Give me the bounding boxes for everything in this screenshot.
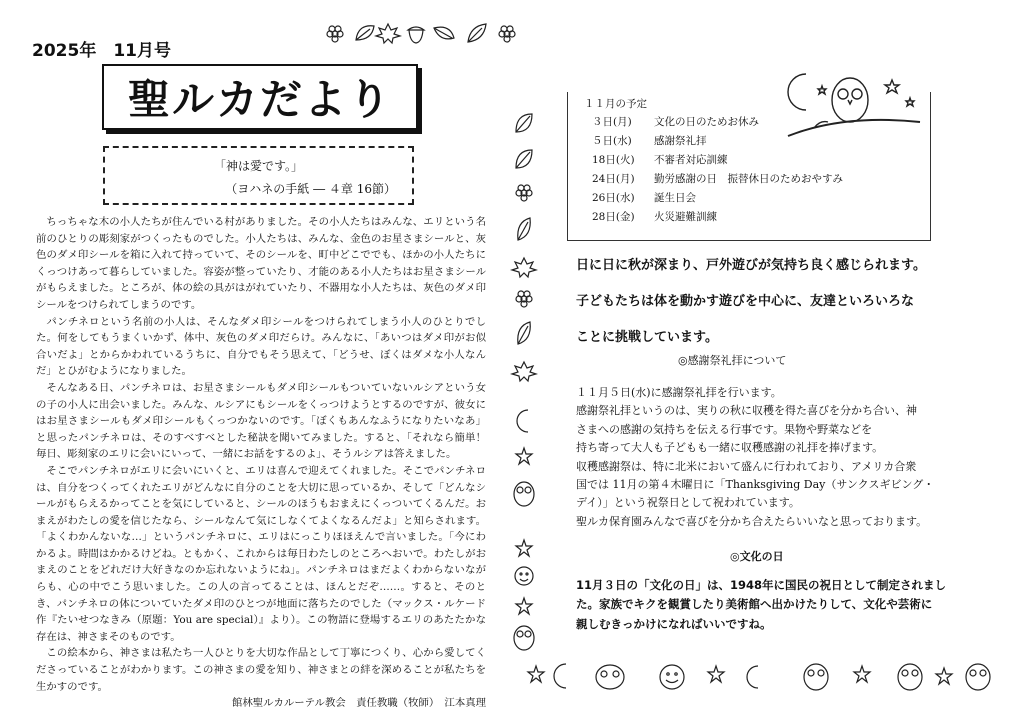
thanksgiving-line: 国では 11月の第４木曜日に「Thanksgiving Day（サンクスギビング・ (576, 478, 935, 492)
leaf-icon (516, 114, 532, 132)
schedule-date: ３日(月) (592, 116, 632, 128)
star-icon (528, 666, 544, 682)
bottom-decoration-row (526, 660, 996, 694)
season-message-line: 日に日に秋が深まり、戸外遊びが気持ち良く感じられます。 (576, 258, 926, 273)
thanksgiving-line: 収穫感謝祭は、特に北米において盛んに行われており、アメリカ合衆 (576, 459, 917, 473)
culture-day-heading: ◎文化の日 (730, 550, 784, 563)
acorn-icon (408, 27, 424, 43)
thanksgiving-body (576, 384, 972, 531)
story-paragraph: パンチネロという名前の小人は、そんなダメ印シールをつけられてしまう小人のひとりでした。何をしてもうまくいかず、体中、灰色のダメ印だらけ。みんなに、「あいつはダメ印がお似合いだよ」とからかわれているうちに、自分でもそう思えて、「どうせ、ぼくはダメな小人なんだ」とひがむようになりました。 (36, 315, 486, 378)
leaf-icon (356, 26, 374, 40)
culture-day-line: 親しむきっかけになればいいですね。 (576, 616, 772, 631)
owl-icon (804, 664, 828, 690)
star-icon (708, 666, 724, 682)
schedule-event: 文化の日のためお休み (654, 116, 759, 128)
schedule-date: 26日(水) (592, 192, 635, 204)
schedule-event: 勤労感謝の日 振替休日のためおやすみ (654, 173, 843, 185)
leaf-icon (468, 24, 486, 42)
schedule-row (592, 114, 759, 132)
schedule-row (592, 133, 707, 151)
leaf-icon (516, 150, 532, 168)
owl-icon (966, 664, 990, 690)
schedule-event: 不審者対応訓練 (654, 154, 728, 166)
story-column (36, 214, 486, 712)
moon-icon (554, 664, 566, 688)
thanksgiving-line: 感謝祭礼拝というのは、実りの秋に収穫を得た喜びを分かち合い、神 (576, 404, 917, 418)
owl-icon (898, 664, 922, 690)
grapes-icon (516, 185, 532, 201)
leaf-icon (518, 218, 531, 240)
moon-icon (517, 410, 528, 432)
schedule-row (592, 171, 843, 189)
star-icon (936, 668, 952, 684)
season-message-line: ことに挑戦しています。 (576, 330, 718, 345)
thanksgiving-line: デイ）」という祝祭日として祝われています。 (576, 496, 800, 510)
thanksgiving-line: さまへの感謝の気持ちを伝える行事です。果物や野菜などを (576, 422, 873, 436)
schedule-date: 18日(火) (592, 154, 635, 166)
grapes-icon (516, 291, 532, 307)
star-icon (516, 448, 532, 464)
story-paragraph: そんなある日、パンチネロは、お星さまシールもダメ印シールもついていないルシアという女の子の小人に出会いました。みんな、ルシアにもシールをくっつけようとするのですが、彼女にはお星さまシールもダメ印シールもくっつかないのです。「ぼくもあんなふうになりたいなあ」と思ったパンチネロは、そのすべすべとした秘訣を聞いてみました。すると、「それなら簡単！毎日、彫刻家のエリに会いにいって、一緒にお話をするのよ」、そうルシアは答えました。 (36, 381, 486, 461)
schedule-row (592, 190, 696, 208)
bible-verse-box (103, 146, 414, 205)
owl-icon (514, 626, 534, 650)
star-icon (516, 598, 532, 614)
star-icon (516, 540, 532, 556)
grapes-icon (499, 26, 515, 42)
grapes-icon (327, 26, 343, 42)
thanksgiving-heading: ◎感謝祭礼拝について (678, 354, 787, 367)
verse-reference: （ヨハネの手紙 ― ４章 16節） (225, 182, 396, 196)
thanksgiving-line: １１月５日(水)に感謝祭礼拝を行います。 (576, 386, 782, 399)
owl-icon (514, 482, 534, 506)
schedule-date: 28日(金) (592, 211, 635, 223)
schedule-header: １１月の予定 (584, 98, 647, 110)
maple-leaf-icon (376, 24, 400, 43)
verse-text: 「神は愛です。」 (213, 159, 304, 173)
story-paragraph: ちっちゃな木の小人たちが住んでいる村がありました。その小人たちはみんな、エリという名前のひとりの彫刻家がつくったものでした。小人たちは、みんな、金色のお星さまシールと、灰色のダメ印シールを箱に入れて持っていて、そのシールを、町中どこででも、ほかの小人たちにくっつけあって暮らしていました。容姿が整っていたり、才能のある小人たちはお星さまシールがもらえました。ところが、体の絵の具がはがれていたり、不器用な小人たちは、灰色のダメ印シールをつけられてしまうのです。 (36, 216, 486, 311)
schedule-row (592, 209, 717, 227)
season-message-line: 子どもたちは体を動かす遊びを中心に、友達といろいろな (576, 294, 915, 309)
schedule-box (567, 92, 931, 241)
story-paragraph: この絵本から、神さまは私たち一人ひとりを大切な作品として丁寧につくり、心から愛してくださっていることがわかります。この神さまの愛を知り、神さまとの絆を深めることが私たちを生かすのです。 (36, 647, 486, 693)
schedule-event: 誕生日会 (654, 192, 696, 204)
story-signature: 館林聖ルカルーテル教会 責任教職（牧師） 江本真理 (231, 697, 486, 710)
issue-date: 2025年 11月号 (32, 41, 171, 61)
smiley-icon (515, 567, 533, 585)
leaf-icon (434, 27, 454, 39)
moon-icon (747, 666, 758, 688)
schedule-event: 感謝祭礼拝 (654, 135, 707, 147)
newsletter-title-box (102, 64, 418, 130)
maple-leaf-icon (512, 362, 536, 381)
culture-day-line: 11月３日の「文化の日」は、1948年に国民の祝日として制定されまし (576, 578, 947, 592)
schedule-row (592, 152, 728, 170)
smiley-icon (660, 665, 684, 689)
schedule-event: 火災避難訓練 (654, 211, 717, 223)
leaf-icon (518, 322, 531, 344)
thanksgiving-line: 聖ルカ保育園みんなで喜びを分かち合えたらいいなと思っております。 (576, 514, 928, 528)
newsletter-title: 聖ルカだより (127, 75, 392, 124)
top-decoration-row (322, 20, 530, 46)
star-icon (854, 666, 870, 682)
thanksgiving-line: 持ち寄って大人も子どもも一緒に収穫感謝の礼拝を捧げます。 (576, 441, 884, 455)
center-decoration-column (510, 108, 538, 668)
maple-leaf-icon (512, 258, 536, 277)
culture-day-line: た。家族でキクを観賞したり美術館へ出かけたりして、文化や芸術に (576, 597, 933, 612)
story-paragraph: そこでパンチネロがエリに会いにいくと、エリは喜んで迎えてくれました。そこでパンチネロは、自分をつくってくれたエリがどんなに自分のことを大切に思っているか、そして「どんなシールがもらえるかってことを気にしていると、シールのほうもおまえにくっついてくるんだ。おまえがわたしの愛を信じたなら、シールなんて気にしなくてよくなるんだよ」と知らされます。「よくわかんないな…」というパンチネロに、エリはにっこりほほえんで言いました。「今にわかるよ。時間はかかるけどね。ともかく、これからは毎日わたしのところへおいで。わたしがおまえのことをどれだけ大好きなのか忘れないようにね」。パンチネロはまだよくわからないながらも、心の中でこう思いました。この人の言ってることは、ほんとだぞ……。すると、そのとき、パンチネロの体についていたダメ印のひとつが地面に落ちたのでした（マックス・ルケード作『たいせつなきみ（原題：You are special）』より）。この物語に登場するエリのあたたかな存在は、神さまそのものです。 (36, 464, 486, 643)
culture-day-body (576, 576, 976, 634)
schedule-date: 24日(月) (592, 173, 635, 185)
owl-icon (596, 665, 624, 689)
schedule-date: ５日(水) (592, 135, 632, 147)
